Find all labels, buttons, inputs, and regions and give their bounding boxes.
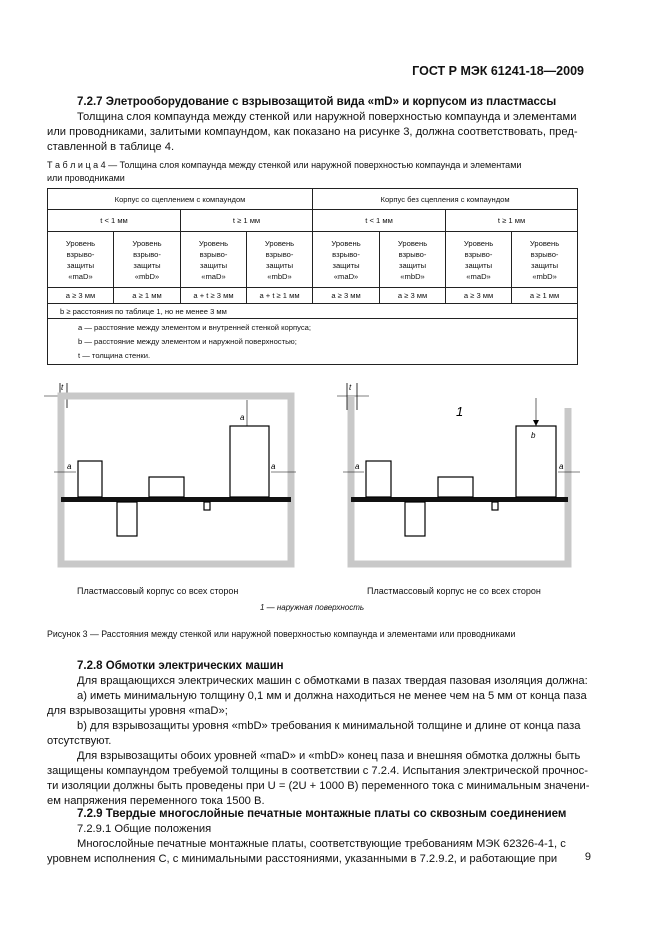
page-number: 9 <box>584 851 591 863</box>
section-728-line: а) иметь минимальную толщину 0,1 мм и должна находиться не менее чем на 5 мм от конца паза <box>77 690 587 702</box>
document-header: ГОСТ Р МЭК 61241-18—2009 <box>412 64 584 78</box>
section-7291-title: 7.2.9.1 Общие положения <box>77 823 212 835</box>
section-728-line: ем напряжения переменного тока 1500 В. <box>47 795 265 807</box>
label-t: t <box>61 383 64 392</box>
section-728-line: Для вращающихся электрических машин с обмотками в пазах твердая пазовая изоляция должна: <box>77 675 588 687</box>
level-header-line: защиты <box>398 260 427 270</box>
level-header-line: Уровень <box>463 238 494 248</box>
circuit-board <box>61 497 291 502</box>
label-a-left: a <box>355 462 360 471</box>
value-cell: a + t ≥ 1 мм <box>247 288 313 304</box>
figure-right-caption: Пластмассовый корпус не со всех сторон <box>367 586 541 596</box>
value-cell: a + t ≥ 3 мм <box>181 288 247 304</box>
section-728-line: защищены компаундом требуемой толщины в соответствии с 7.2.4. Испытания электрической прочнос- <box>47 765 588 777</box>
level-header-line: защиты <box>265 260 294 270</box>
component <box>405 502 425 536</box>
label-a-left: a <box>67 462 72 471</box>
figure-left-diagram <box>38 380 298 590</box>
level-header-cell <box>48 232 114 288</box>
level-header-line: «mbD» <box>532 271 557 281</box>
component <box>230 426 269 497</box>
figure-legend: 1 — наружная поверхность <box>260 603 365 612</box>
value-cell: a ≥ 1 мм <box>512 288 578 304</box>
label-t: t <box>349 383 352 392</box>
level-header-line: защиты <box>530 260 559 270</box>
label-b: b <box>531 431 536 440</box>
value-cell: a ≥ 3 мм <box>380 288 446 304</box>
label-a-top: a <box>240 413 245 422</box>
circuit-board <box>351 497 568 502</box>
component <box>492 502 498 510</box>
figure-caption: Рисунок 3 — Расстояния между стенкой или наружной поверхностью компаунда и элементами или проводниками <box>47 629 516 639</box>
level-header-line: взрыво- <box>332 249 360 259</box>
value-cell: a ≥ 3 мм <box>48 288 114 304</box>
label-a-right: a <box>271 462 276 471</box>
table4-caption-line-2: или проводниками <box>47 173 125 183</box>
value-cell: a ≥ 1 мм <box>114 288 181 304</box>
table-row <box>48 232 578 288</box>
section-728-line: отсутствуют. <box>47 735 112 747</box>
section-729-line: Многослойные печатные монтажные платы, соответствующие требованиям МЭК 62326-4-1, с <box>77 838 566 850</box>
legend-a: a — расстояние между элементом и внутренней стенкой корпуса; <box>78 322 311 332</box>
t-header: t < 1 мм <box>48 210 181 232</box>
component <box>366 461 391 497</box>
level-header-cell <box>114 232 181 288</box>
t-header: t ≥ 1 мм <box>181 210 313 232</box>
level-header-line: Уровень <box>264 238 295 248</box>
label-a-right: a <box>559 462 564 471</box>
figure-right-diagram <box>335 380 595 590</box>
level-header-line: взрыво- <box>133 249 161 259</box>
level-header-line: взрыво- <box>199 249 228 259</box>
level-header-line: Уровень <box>132 238 162 248</box>
level-header-cell <box>446 232 512 288</box>
level-header-line: взрыво- <box>66 249 95 259</box>
level-header-line: Уровень <box>331 238 361 248</box>
table-4 <box>47 188 578 365</box>
component <box>438 477 473 497</box>
level-header-line: Уровень <box>397 238 428 248</box>
section-727-line-3: ставленной в таблице 4. <box>47 141 175 153</box>
section-728-line: для взрывозащиты уровня «maD»; <box>47 705 228 717</box>
level-header-line: «maD» <box>201 271 226 281</box>
value-cell: a ≥ 3 мм <box>446 288 512 304</box>
label-one: 1 <box>456 404 464 419</box>
level-header-line: «maD» <box>333 271 359 281</box>
level-header-line: взрыво- <box>398 249 427 259</box>
table4-caption-line-1: Т а б л и ц а 4 — Толщина слоя компаунда между стенкой или наружной поверхностью компаунда и элементами <box>47 160 522 170</box>
figure-left-caption: Пластмассовый корпус со всех сторон <box>77 586 239 596</box>
component <box>78 461 102 497</box>
section-728-line: ти изоляции должны быть проведены при U = (2U + 1000 В) переменного тока с минимальным значени- <box>47 780 590 792</box>
section-729-title: 7.2.9 Твердые многослойные печатные монтажные платы со сквозным соединением <box>77 808 567 820</box>
level-header-line: «mbD» <box>134 271 160 281</box>
level-header-line: Уровень <box>529 238 560 248</box>
level-header-line: защиты <box>133 260 161 270</box>
level-header-line: взрыво- <box>265 249 294 259</box>
level-header-line: защиты <box>66 260 95 270</box>
legend-t: t — толщина стенки. <box>78 350 151 360</box>
level-header-line: защиты <box>332 260 360 270</box>
level-header-line: защиты <box>199 260 228 270</box>
level-header-line: «maD» <box>68 271 93 281</box>
section-727-title: 7.2.7 Элетрооборудование с взрывозащитой вида «mD» и корпусом из пластмассы <box>77 96 557 108</box>
component <box>204 502 210 510</box>
section-729-line: уровнем исполнения С, с минимальными расстояниями, указанными в 7.2.9.2, и работающие при <box>47 853 558 865</box>
level-header-cell <box>181 232 247 288</box>
arrow-down-icon <box>533 420 539 426</box>
table-row <box>48 304 578 319</box>
b-note: b ≥ расстояния по таблице 1, но не менее 3 мм <box>48 304 578 319</box>
level-header-line: взрыво- <box>464 249 493 259</box>
component <box>117 502 137 536</box>
level-header-line: «mbD» <box>267 271 292 281</box>
component <box>516 426 556 497</box>
section-727-line-2: или проводниками, залитыми компаундом, как показано на рисунке 3, должна соответствовать, пред- <box>47 126 578 138</box>
level-header-cell <box>247 232 313 288</box>
table-row <box>48 319 578 365</box>
level-header-line: защиты <box>464 260 493 270</box>
level-header-cell <box>512 232 578 288</box>
level-header-cell <box>313 232 380 288</box>
table-row <box>48 210 578 232</box>
table-row <box>48 288 578 304</box>
t-header: t ≥ 1 мм <box>446 210 578 232</box>
level-header-cell <box>380 232 446 288</box>
table-legend <box>48 319 578 365</box>
section-728-line: b) для взрывозащиты уровня «mbD» требования к минимальной толщине и длине от конца паза <box>77 720 581 732</box>
section-728-line: Для взрывозащиты обоих уровней «maD» и «mbD» конец паза и внешняя обмотка должны быть <box>77 750 581 762</box>
group-header-unbonded: Корпус без сцепления с компаундом <box>313 189 578 210</box>
section-728-title: 7.2.8 Обмотки электрических машин <box>77 660 284 672</box>
level-header-line: взрыво- <box>530 249 559 259</box>
table-row <box>48 189 578 210</box>
component <box>149 477 184 497</box>
section-727-line-1: Толщина слоя компаунда между стенкой или наружной поверхностью компаунда и элементами <box>77 111 577 123</box>
level-header-line: «maD» <box>466 271 491 281</box>
level-header-line: Уровень <box>198 238 229 248</box>
value-cell: a ≥ 3 мм <box>313 288 380 304</box>
housing-wall <box>61 396 291 564</box>
t-header: t < 1 мм <box>313 210 446 232</box>
legend-b: b — расстояние между элементом и наружной поверхностью; <box>78 336 297 346</box>
group-header-bonded: Корпус со сцеплением с компаундом <box>48 189 313 210</box>
level-header-line: «mbD» <box>400 271 425 281</box>
level-header-line: Уровень <box>65 238 96 248</box>
